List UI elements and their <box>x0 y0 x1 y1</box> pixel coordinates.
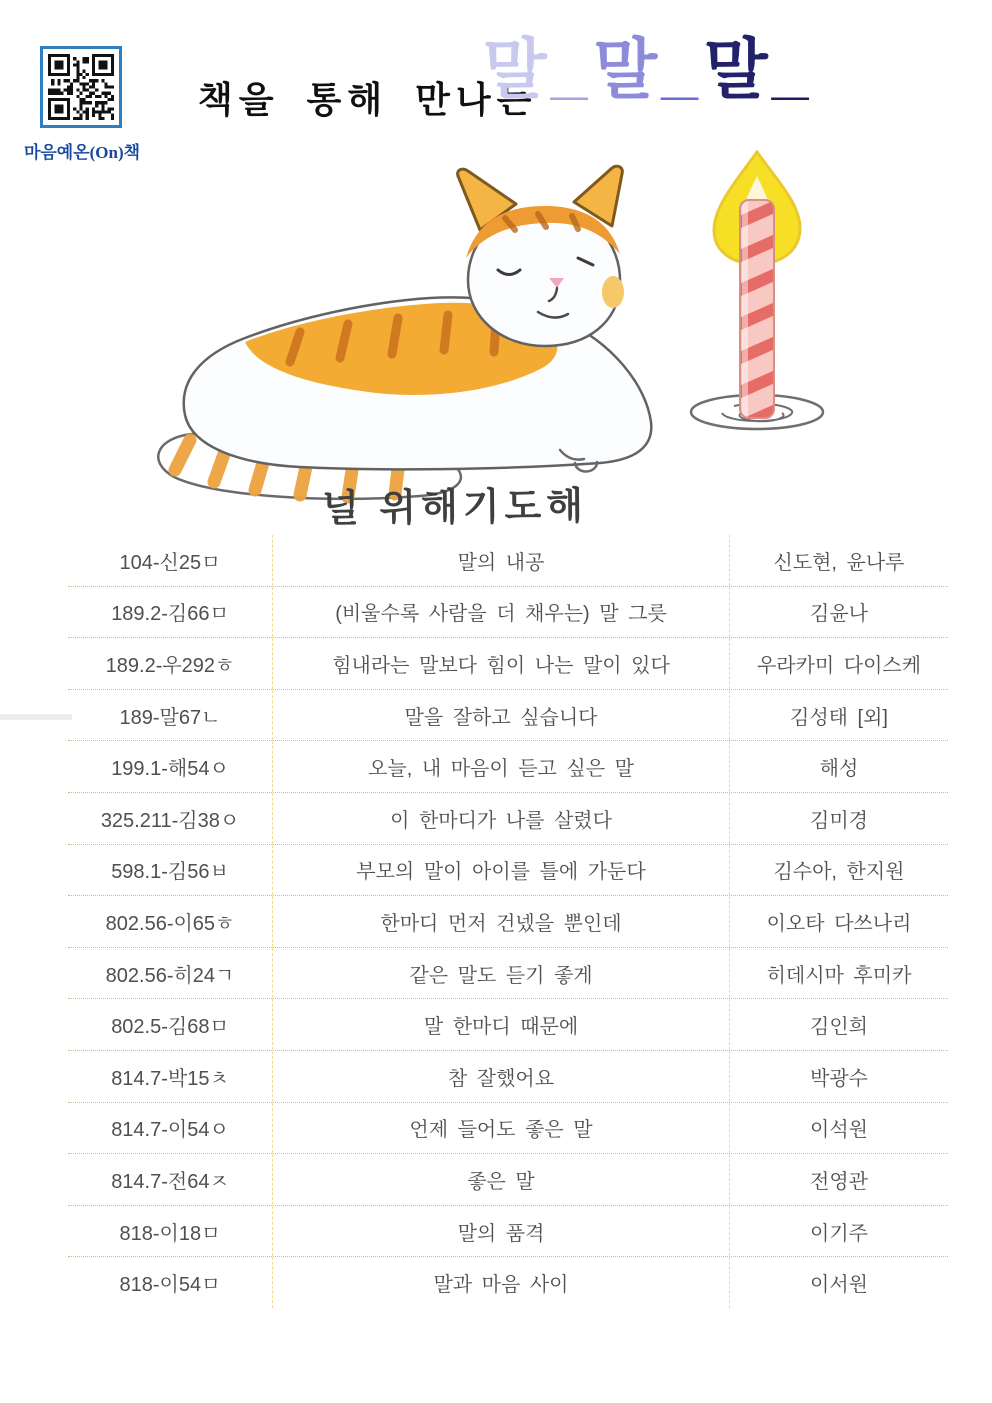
qr-icon <box>48 54 114 120</box>
call-number-cell: 104-신25ㅁ <box>119 551 221 574</box>
book-title-cell: 참 잘했어요 <box>272 1051 730 1102</box>
call-number-cell: 802.56-히24ㄱ <box>105 964 235 987</box>
call-number-cell: 325.211-김38ㅇ <box>100 809 240 832</box>
author-cell: 이서원 <box>810 1274 868 1297</box>
book-title-cell: 말의 품격 <box>272 1206 730 1257</box>
table-row <box>68 896 948 948</box>
book-title-cell: 이 한마디가 나를 살렸다 <box>272 793 730 844</box>
qr-code <box>40 46 122 128</box>
author-cell: 우라카미 다이스케 <box>756 654 922 677</box>
author-cell: 이기주 <box>810 1222 868 1245</box>
table-row <box>68 535 948 587</box>
page-title-words <box>483 32 814 106</box>
call-number-cell: 802.5-김68ㅁ <box>111 1016 229 1039</box>
call-number-cell: 814.7-박15ㅊ <box>111 1067 229 1090</box>
title-word: 말 <box>483 32 549 106</box>
author-cell: 이석원 <box>810 1119 868 1142</box>
table-row <box>68 587 948 639</box>
call-number-cell: 818-이54ㅁ <box>119 1274 221 1297</box>
title-word: 말 <box>703 32 770 106</box>
scan-artifact <box>0 714 72 720</box>
cat-drawing <box>158 166 651 499</box>
table-row <box>68 1257 948 1308</box>
author-cell: 김수아, 한지원 <box>773 861 905 884</box>
title-underscore: _ <box>550 32 590 106</box>
book-title-cell: 언제 들어도 좋은 말 <box>272 1103 730 1154</box>
author-cell: 신도현, 윤나루 <box>773 551 905 574</box>
table-row <box>68 999 948 1051</box>
table-row <box>68 845 948 897</box>
call-number-cell: 802.56-이65ㅎ <box>105 912 235 935</box>
call-number-cell: 189.2-김66ㅁ <box>111 603 229 626</box>
title-underscore: _ <box>771 32 811 106</box>
candle-drawing <box>691 152 823 437</box>
book-title-cell: 말을 잘하고 싶습니다 <box>272 690 730 741</box>
call-number-cell: 818-이18ㅁ <box>119 1222 221 1245</box>
author-cell: 박광수 <box>810 1067 868 1090</box>
table-row <box>68 690 948 742</box>
author-cell: 히데시마 후미카 <box>766 964 912 987</box>
call-number-cell: 189-말67ㄴ <box>119 706 221 729</box>
call-number-cell: 189.2-우292ㅎ <box>105 654 235 677</box>
qr-label: 마음예온(On)책 <box>23 143 141 162</box>
table-row <box>68 793 948 845</box>
book-title-cell: 말 한마디 때문에 <box>272 999 730 1050</box>
call-number-cell: 598.1-김56ㅂ <box>111 861 229 884</box>
book-title-cell: 부모의 말이 아이를 틀에 가둔다 <box>272 845 730 896</box>
table-row <box>68 1051 948 1103</box>
book-title-cell: 한마디 먼저 건넸을 뿐인데 <box>272 896 730 947</box>
page-title-prefix: 책을 통해 만나는 <box>198 80 538 120</box>
book-title-cell: 오늘, 내 마음이 듣고 싶은 말 <box>272 741 730 792</box>
book-title-cell: (비울수록 사람을 더 채우는) 말 그릇 <box>272 587 730 638</box>
book-title-cell: 좋은 말 <box>272 1154 730 1205</box>
book-title-cell: 말의 내공 <box>272 535 730 586</box>
author-cell: 김미경 <box>810 809 868 832</box>
book-title-cell: 힘내라는 말보다 힘이 나는 말이 있다 <box>272 638 730 689</box>
call-number-cell: 199.1-해54ㅇ <box>111 758 229 781</box>
cat-candle-illustration <box>0 150 992 530</box>
author-cell: 김인희 <box>810 1016 868 1039</box>
title-underscore: _ <box>661 32 700 106</box>
author-cell: 이오타 다쓰나리 <box>766 912 912 935</box>
illustration-caption: 널 위해기도해 <box>321 485 589 531</box>
table-row <box>68 1206 948 1258</box>
title-word: 말 <box>593 32 660 106</box>
table-row <box>68 1103 948 1155</box>
book-title-cell: 말과 마음 사이 <box>272 1257 730 1308</box>
author-cell: 김윤나 <box>810 603 868 626</box>
author-cell: 전영관 <box>810 1170 868 1193</box>
call-number-cell: 814.7-전64ㅈ <box>111 1170 229 1193</box>
call-number-cell: 814.7-이54ㅇ <box>111 1119 229 1142</box>
book-table <box>68 535 948 1308</box>
table-row <box>68 948 948 1000</box>
book-title-cell: 같은 말도 듣기 좋게 <box>272 948 730 999</box>
author-cell: 해성 <box>819 758 859 781</box>
table-row <box>68 1154 948 1206</box>
author-cell: 김성태 [외] <box>790 706 888 729</box>
table-row <box>68 638 948 690</box>
table-row <box>68 741 948 793</box>
